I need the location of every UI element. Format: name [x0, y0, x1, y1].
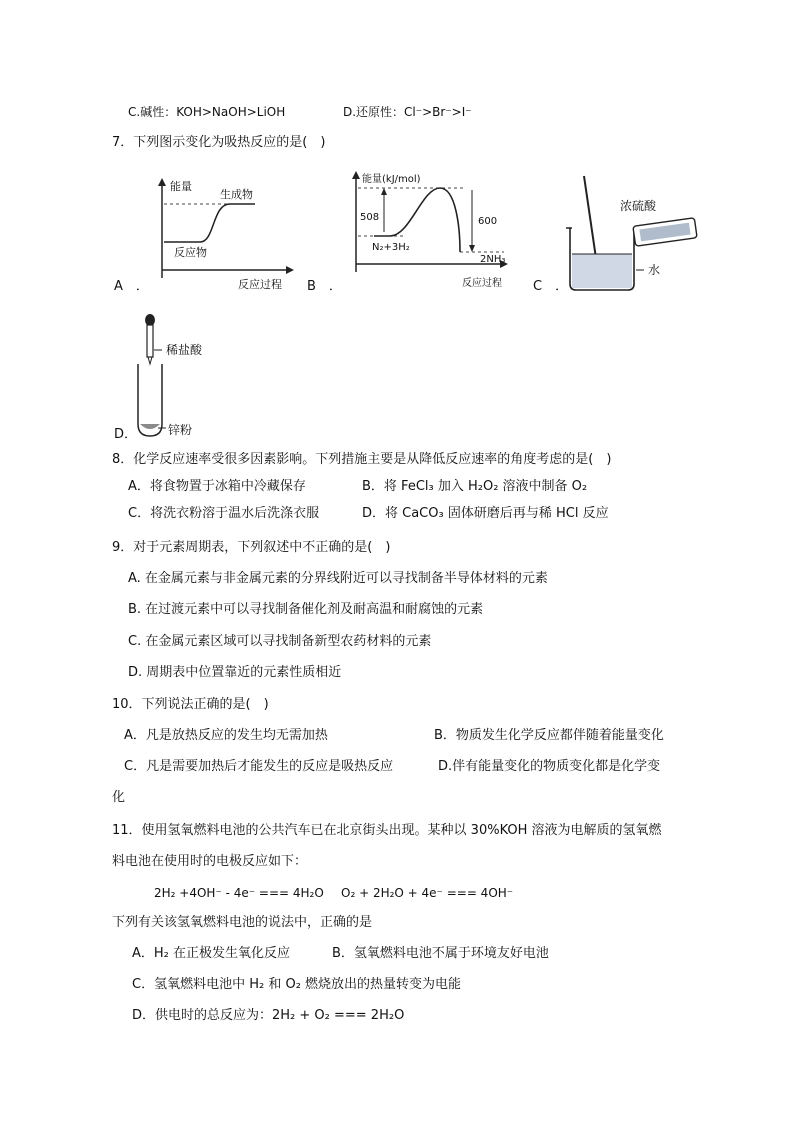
q10-stem: 10．下列说法正确的是( )	[112, 697, 269, 712]
q11-option-b: B．氢氧燃料电池不属于环境友好电池	[332, 946, 549, 961]
q11-stem-line1: 11．使用氢氧燃料电池的公共汽车已在北京街头出现。某种以 30%KOH 溶液为电解质的氢氧燃	[112, 823, 662, 838]
q7-figure-c	[560, 172, 700, 297]
fig-b-reactant: N₂+3H₂	[372, 242, 410, 253]
fig-d-acid: 稀盐酸	[166, 343, 203, 357]
q6-option-c: C.碱性：KOH>NaOH>LiOH	[128, 105, 286, 119]
q9-option-c: C. 在金属元素区域可以寻找制备新型农药材料的元素	[128, 634, 432, 649]
q8-option-d: D．将 CaCO₃ 固体研磨后再与稀 HCl 反应	[362, 506, 609, 521]
q8-option-a: A．将食物置于冰箱中冷藏保存	[128, 479, 306, 494]
fig-c-water: 水	[648, 263, 661, 277]
fig-a-ylabel: 能量	[170, 180, 192, 193]
q6-option-d: D.还原性：Cl⁻>Br⁻>I⁻	[343, 105, 472, 119]
q7-label-a: A ．	[114, 279, 149, 294]
q10-option-a: A．凡是放热反应的发生均无需加热	[124, 728, 328, 743]
q7-figure-b	[344, 168, 514, 298]
fig-a-product: 生成物	[220, 188, 253, 201]
q10-option-d: D.伴有能量变化的物质变化都是化学变	[438, 759, 661, 774]
q7-label-b: B ．	[307, 279, 342, 294]
q11-option-d: D．供电时的总反应为：2H₂ + O₂ === 2H₂O	[132, 1008, 405, 1023]
fig-d-metal: 锌粉	[168, 423, 193, 437]
q9-stem: 9．对于元素周期表，下列叙述中不正确的是( )	[112, 540, 391, 555]
q11-stem-line3: 下列有关该氢氧燃料电池的说法中，正确的是	[112, 915, 373, 930]
fig-a-xlabel: 反应过程	[238, 278, 282, 291]
q11-equation-2: O₂ + 2H₂O + 4e⁻ === 4OH⁻	[341, 886, 514, 900]
q7-stem: 7．下列图示变化为吸热反应的是( )	[112, 135, 326, 150]
fig-c-acid: 浓硫酸	[620, 199, 657, 213]
q10-option-d-continued: 化	[112, 790, 126, 805]
q7-label-d: D．	[114, 427, 138, 442]
q10-option-c: C．凡是需要加热后才能发生的反应是吸热反应	[124, 759, 394, 774]
q8-option-b: B．将 FeCl₃ 加入 H₂O₂ 溶液中制备 O₂	[362, 479, 588, 494]
fig-a-reactant: 反应物	[174, 246, 207, 259]
fig-b-product: 2NH₃	[480, 254, 506, 265]
fig-b-val2: 600	[478, 216, 498, 227]
q9-option-b: B. 在过渡元素中可以寻找制备催化剂及耐高温和耐腐蚀的元素	[128, 602, 484, 617]
q11-stem-line2: 料电池在使用时的电极反应如下：	[112, 854, 308, 869]
q11-option-c: C．氢氧燃料电池中 H₂ 和 O₂ 燃烧放出的热量转变为电能	[132, 977, 462, 992]
fig-b-xlabel: 反应过程	[462, 278, 502, 289]
q11-option-a: A．H₂ 在正极发生氧化反应	[132, 946, 291, 961]
q9-option-d: D. 周期表中位置靠近的元素性质相近	[128, 665, 342, 680]
fig-b-val1: 508	[360, 212, 380, 223]
q8-option-c: C．将洗衣粉溶于温水后洗涤衣服	[128, 506, 320, 521]
q11-equation-1: 2H₂ +4OH⁻ - 4e⁻ === 4H₂O	[154, 886, 324, 900]
q10-option-b: B．物质发生化学反应都伴随着能量变化	[434, 728, 664, 743]
q7-figure-d	[128, 312, 238, 442]
q9-option-a: A. 在金属元素与非金属元素的分界线附近可以寻找制备半导体材料的元素	[128, 571, 548, 586]
q7-figure-a	[140, 176, 300, 296]
fig-b-ylabel: 能量(kJ/mol)	[362, 174, 421, 185]
q8-stem: 8．化学反应速率受很多因素影响。下列措施主要是从降低反应速率的角度考虑的是( )	[112, 452, 612, 467]
q7-label-c: C ．	[533, 279, 569, 294]
